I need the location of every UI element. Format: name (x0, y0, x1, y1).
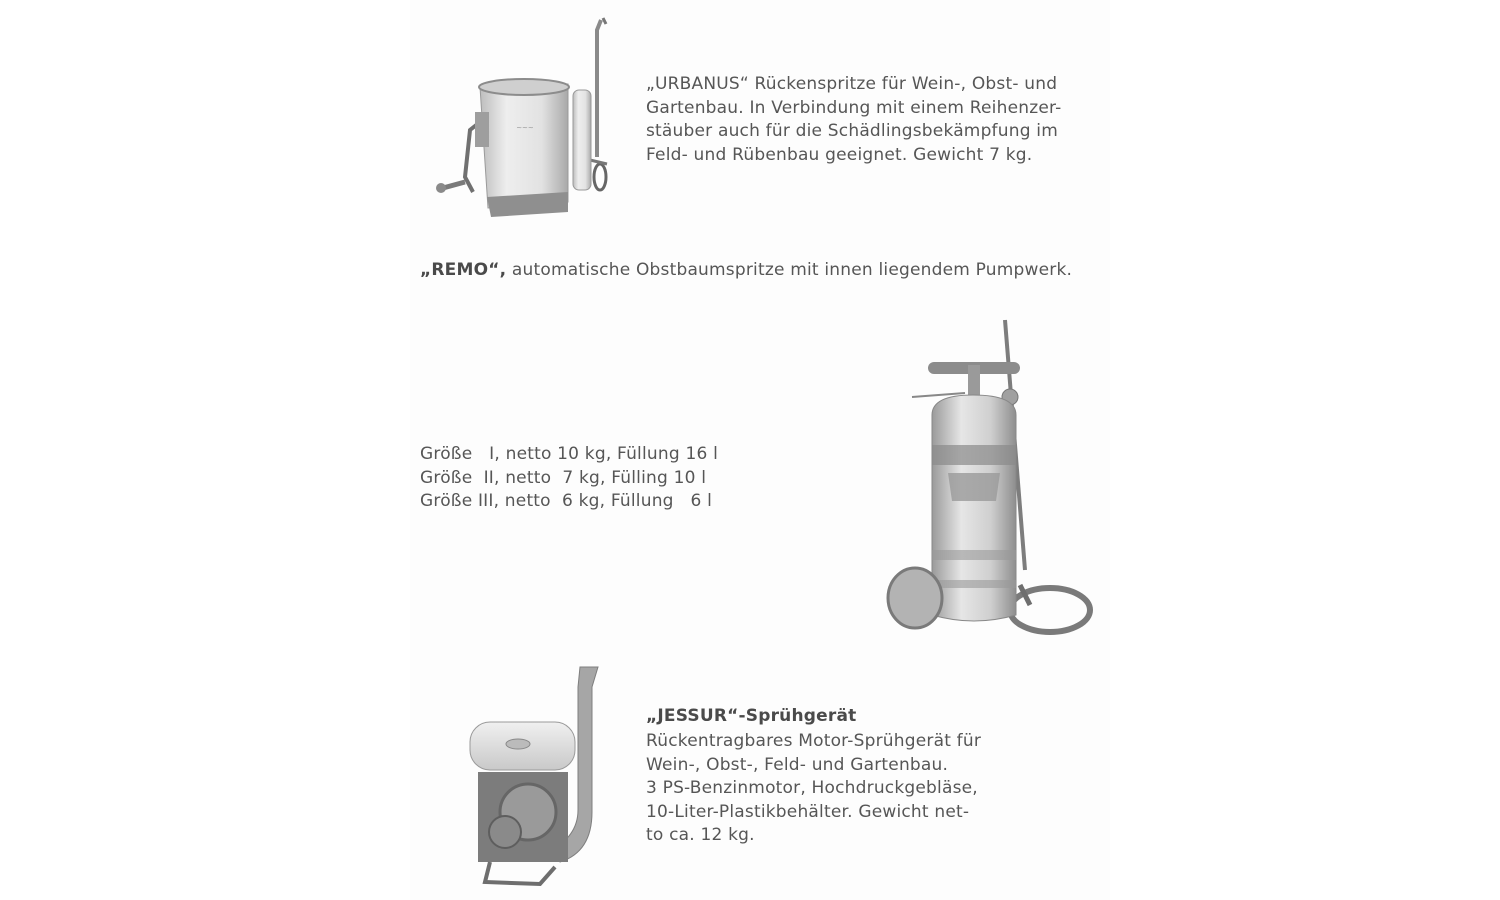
jessur-line: Wein-, Obst-, Feld- und Gartenbau. (646, 754, 949, 775)
urbanus-line: Gartenbau. In Verbindung mit einem Reihenzer- (646, 97, 1062, 118)
urbanus-line: „URBANUS“ Rückenspritze für Wein-, Obst- und (646, 74, 1058, 94)
jessur-line: 10-Liter-Plastikbehälter. Gewicht net- (646, 801, 970, 822)
jessur-title: „JESSUR“-Sprühgerät (646, 706, 857, 726)
remo-size-table (420, 443, 718, 514)
urbanus-line: Feld- und Rübenbau geeignet. Gewicht 7 kg. (646, 144, 1033, 165)
jessur-line: to ca. 12 kg. (646, 825, 755, 845)
jessur-description (646, 730, 991, 848)
remo-name: „REMO“, (420, 260, 507, 280)
urbanus-description (646, 73, 1106, 167)
size-row: Größe II, netto 7 kg, Fülling 10 l (420, 467, 707, 488)
remo-description: automatische Obstbaumspritze mit innen liegendem Pumpwerk. (511, 260, 1073, 280)
remo-sprayer-image (870, 315, 1110, 645)
svg-text:~~~: ~~~ (516, 124, 534, 132)
size-row: Größe I, netto 10 kg, Füllung 16 l (420, 444, 719, 464)
jessur-line: 3 PS-Benzinmotor, Hochdruckgebläse, (646, 778, 978, 798)
remo-caption (420, 260, 1110, 280)
urbanus-line: stäuber auch für die Schädlingsbekämpfung im (646, 121, 1058, 141)
size-row: Größe III, netto 6 kg, Füllung 6 l (420, 491, 713, 511)
jessur-line: Rückentragbares Motor-Sprühgerät für (646, 731, 982, 751)
urbanus-sprayer-image (425, 12, 625, 227)
jessur-sprayer-image (440, 662, 620, 890)
